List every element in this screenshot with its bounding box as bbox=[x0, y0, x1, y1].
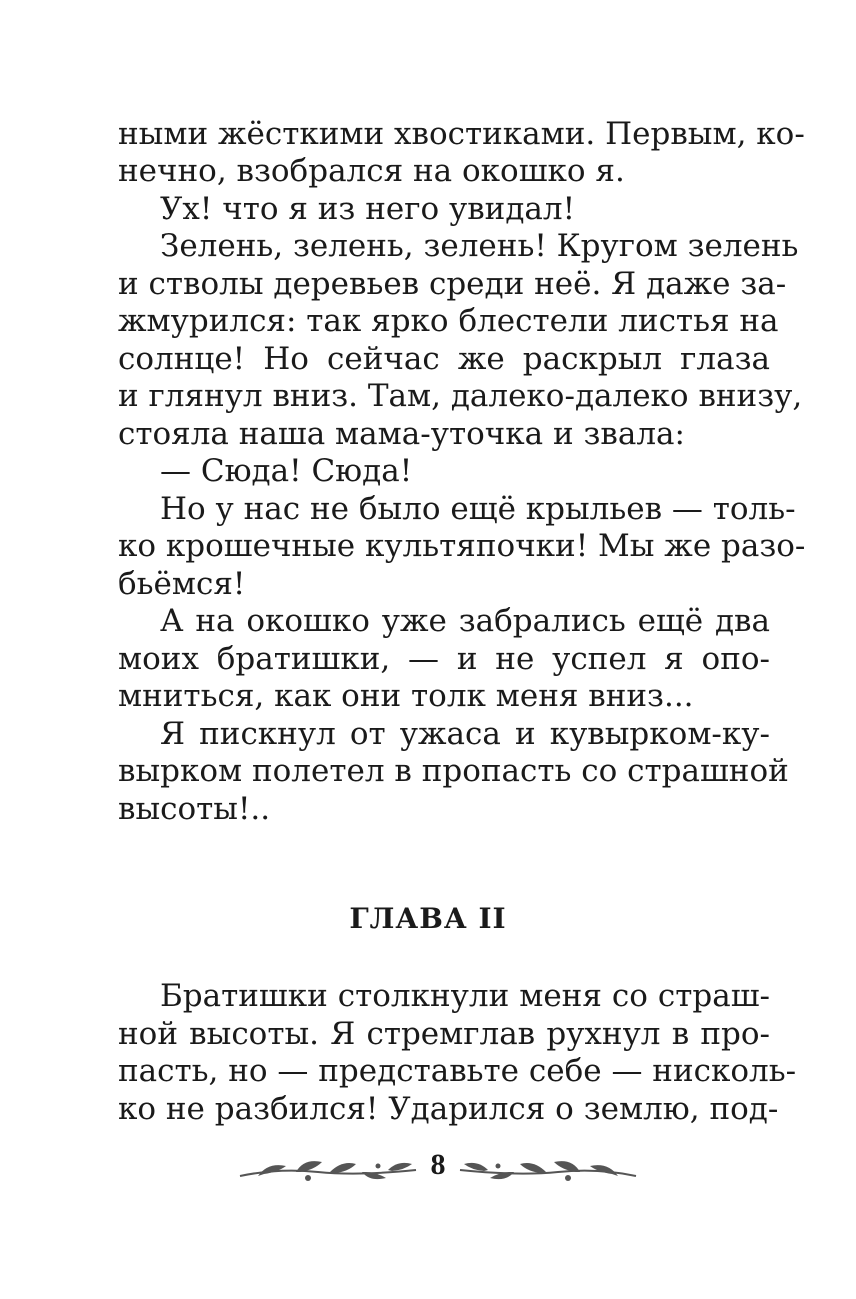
text-line: стояла наша мама-уточка и звала: bbox=[118, 416, 685, 452]
text-line: высоты!.. bbox=[118, 791, 271, 827]
text-line: и глянул вниз. Там, далеко-далеко внизу, bbox=[118, 378, 803, 414]
text-line: жмурился: так ярко блестели листья на bbox=[118, 303, 779, 339]
text-line: А на окошко уже забрались ещё два bbox=[160, 603, 770, 639]
page-footer bbox=[238, 1144, 638, 1194]
text-line: бьёмся! bbox=[118, 566, 246, 602]
text-line: Зелень, зелень, зелень! Кругом зелень bbox=[160, 228, 799, 264]
text-line: пасть, но — представьте себе — нисколь- bbox=[118, 1053, 797, 1089]
page-number: 8 bbox=[430, 1148, 446, 1181]
text-line: Я пискнул от ужаса и кувырком-ку- bbox=[160, 716, 770, 752]
text-line: нечно, взобрался на окошко я. bbox=[118, 153, 625, 189]
text-line: моих братишки, — и не успел я опо- bbox=[118, 641, 770, 677]
text-line: ными жёсткими хвостиками. Первым, ко- bbox=[118, 116, 805, 152]
text-line: Ух! что я из него увидал! bbox=[160, 191, 576, 227]
text-line: солнце! Но сейчас же раскрыл глаза bbox=[118, 341, 770, 377]
text-line: Но у нас не было ещё крыльев — толь- bbox=[160, 491, 796, 527]
text-line: — Сюда! Сюда! bbox=[160, 453, 413, 489]
text-line: вырком полетел в пропасть со страшной bbox=[118, 753, 789, 789]
text-line: и стволы деревьев среди неё. Я даже за- bbox=[118, 266, 787, 302]
text-line: ной высоты. Я стремглав рухнул в про- bbox=[118, 1016, 770, 1052]
chapter-heading: ГЛАВА II bbox=[349, 902, 507, 935]
text-line: ко крошечные культяпочки! Мы же разо- bbox=[118, 528, 806, 564]
text-line: Братишки столкнули меня со страш- bbox=[160, 978, 770, 1014]
text-line: мниться, как они толк меня вниз... bbox=[118, 678, 694, 714]
text-line: ко не разбился! Ударился о землю, под- bbox=[118, 1091, 779, 1127]
